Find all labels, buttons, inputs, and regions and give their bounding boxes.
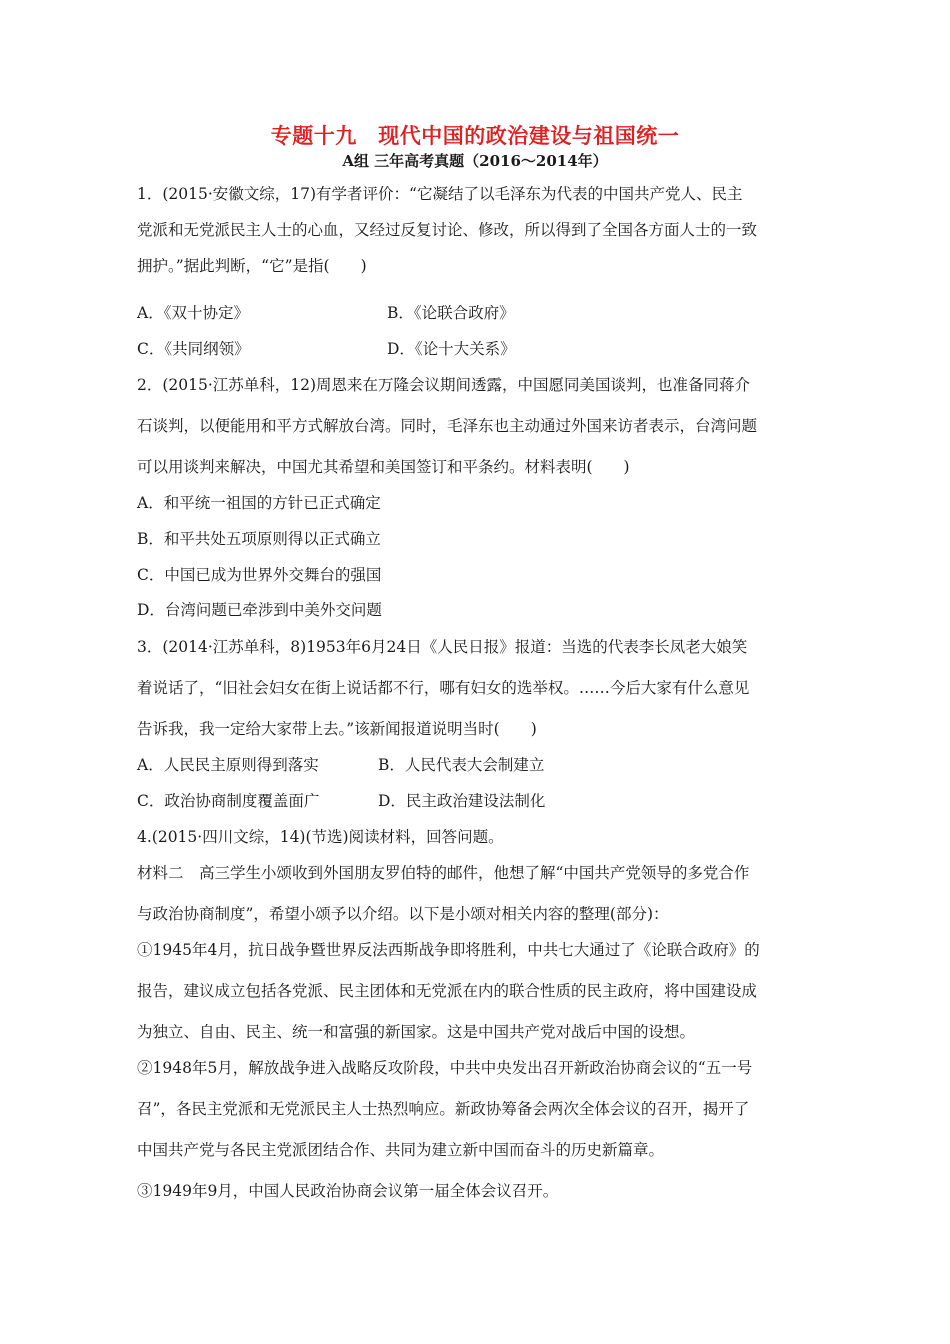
q2-option-d: D．台湾问题已牵涉到中美外交问题 xyxy=(137,601,382,619)
q4-material-line: 材料二 高三学生小颂收到外国朋友罗伯特的邮件，他想了解“中国共产党领导的多党合作 xyxy=(137,864,750,882)
q1-line: 拥护。”据此判断，“它”是指( ) xyxy=(137,257,367,275)
q4-material-line: ③1949年9月，中国人民政治协商会议第一届全体会议召开。 xyxy=(137,1182,559,1200)
q3-option-a: A．人民民主原则得到落实 xyxy=(137,756,319,774)
page-subtitle: A组 三年高考真题（2016～2014年） xyxy=(342,152,608,170)
page-title: 专题十九 现代中国的政治建设与祖国统一 xyxy=(270,123,680,148)
q2-line: 2．(2015·江苏单科，12)周恩来在万隆会议期间透露，中国愿同美国谈判，也准备同蒋介 xyxy=(137,376,751,394)
q1-line: 党派和无党派民主人士的心血，又经过反复讨论、修改，所以得到了全国各方面人士的一致 xyxy=(137,221,758,239)
q4-material-line: ①1945年4月，抗日战争暨世界反法西斯战争即将胜利，中共七大通过了《论联合政府》的 xyxy=(137,941,760,959)
q3-option-c: C．政治协商制度覆盖面广 xyxy=(137,792,320,810)
q2-option-a: A．和平统一祖国的方针已正式确定 xyxy=(137,494,381,512)
q4-material-line: 报告，建议成立包括各党派、民主团体和无党派在内的联合性质的民主政府，将中国建设成 xyxy=(137,982,758,1000)
q4-material-line: 召”，各民主党派和无党派民主人士热烈响应。新政协筹备会两次全体会议的召开，揭开了 xyxy=(137,1100,750,1118)
q3-option-d: D．民主政治建设法制化 xyxy=(378,792,546,810)
q4-material-line: 中国共产党与各民主党派团结合作、共同为建立新中国而奋斗的历史新篇章。 xyxy=(137,1141,665,1159)
q1-line: 1．(2015·安徽文综，17)有学者评价：“它凝结了以毛泽东为代表的中国共产党人、民主 xyxy=(137,185,743,203)
q1-option-a: A．《双十协定》 xyxy=(137,304,249,322)
q3-option-b: B．人民代表大会制建立 xyxy=(378,756,545,774)
q4-line: 4.(2015·四川文综，14)(节选)阅读材料，回答问题。 xyxy=(137,828,504,846)
q2-line: 可以用谈判来解决，中国尤其希望和美国签订和平条约。材料表明( ) xyxy=(137,458,630,476)
q3-line: 着说话了，“旧社会妇女在街上说话都不行，哪有妇女的选举权。……今后大家有什么意见 xyxy=(137,679,750,697)
q1-option-b: B．《论联合政府》 xyxy=(387,304,515,322)
q4-material-line: 为独立、自由、民主、统一和富强的新国家。这是中国共产党对战后中国的设想。 xyxy=(137,1023,696,1041)
q2-option-c: C．中国已成为世界外交舞台的强国 xyxy=(137,566,382,584)
q1-option-c: C．《共同纲领》 xyxy=(137,340,250,358)
q2-line: 石谈判，以便能用和平方式解放台湾。同时，毛泽东也主动通过外国来访者表示，台湾问题 xyxy=(137,417,758,435)
q4-material-line: 与政治协商制度”，希望小颂予以介绍。以下是小颂对相关内容的整理(部分)： xyxy=(137,905,669,923)
q4-material-line: ②1948年5月，解放战争进入战略反攻阶段，中共中央发出召开新政治协商会议的“五一号 xyxy=(137,1059,753,1077)
q3-line: 告诉我，我一定给大家带上去。”该新闻报道说明当时( ) xyxy=(137,720,537,738)
q3-line: 3．(2014·江苏单科，8)1953年6月24日《人民日报》报道：当选的代表李长凤老大娘笑 xyxy=(137,638,748,656)
q2-option-b: B．和平共处五项原则得以正式确立 xyxy=(137,530,381,548)
q1-option-d: D．《论十大关系》 xyxy=(387,340,516,358)
